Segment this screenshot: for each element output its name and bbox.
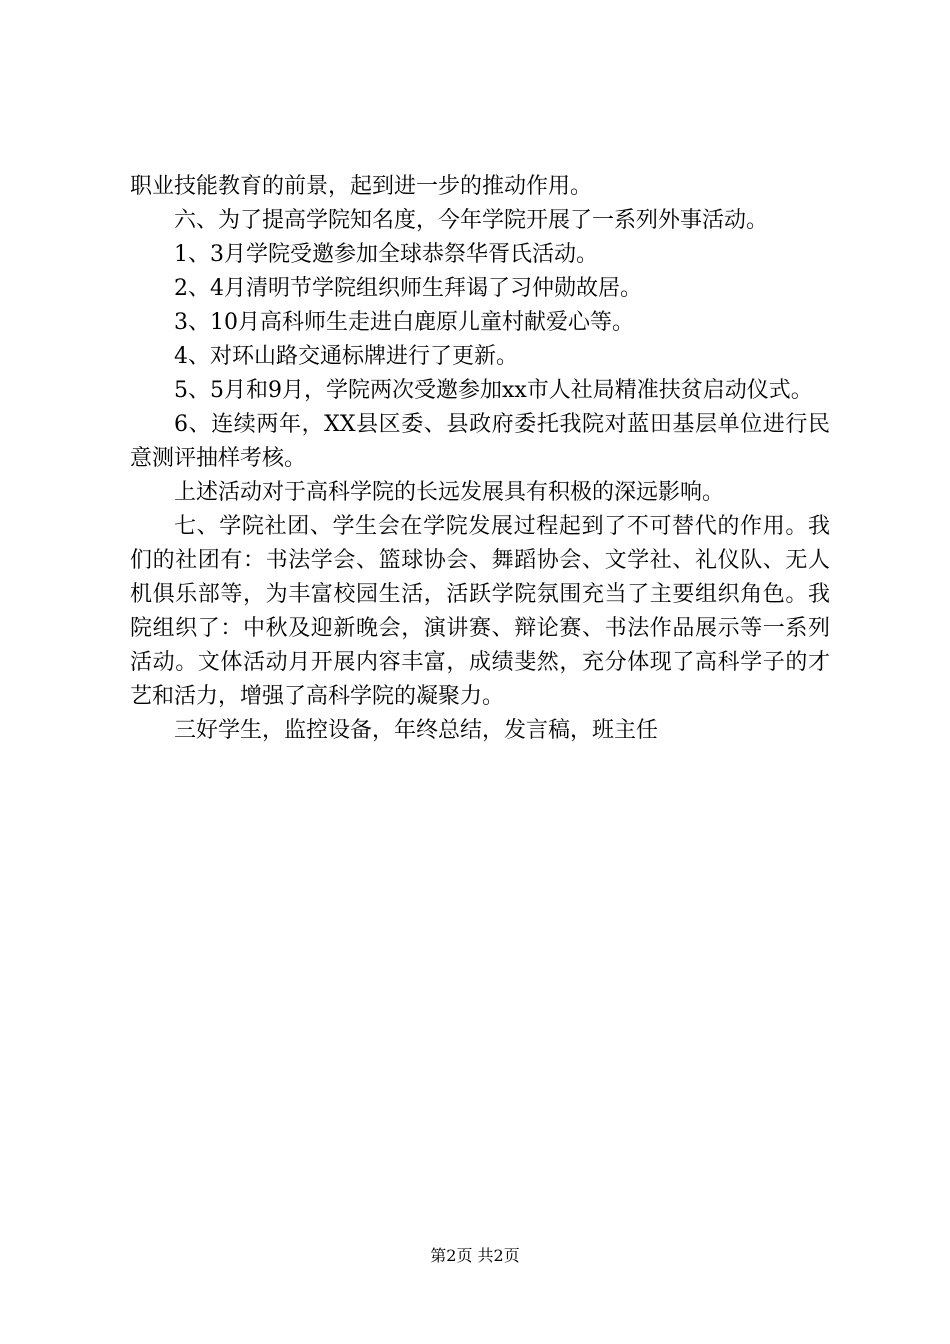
paragraph-5: 3、10月高科师生走进白鹿原儿童村献爱心等。	[174, 310, 634, 335]
paragraph-10: 七、学院社团、学生会在学院发展过程起到了不可替代的作用。我们的社团有：书法学会、篮球协会、舞蹈协会、文学社、礼仪队、无人机俱乐部等，为丰富校园生活，活跃学院氛围充当了主要组织角色。我院组织了：中秋及迎新晚会，演讲赛、辩论赛、书法作品展示等一系列活动。文体活动月开展内容丰富，成绩斐然，充分体现了高科学子的才艺和活力，增强了高科学院的凝聚力。	[130, 514, 830, 709]
paragraph-1: 职业技能教育的前景，起到进一步的推动作用。	[130, 174, 593, 199]
paragraph-11: 三好学生，监控设备，年终总结，发言稿，班主任	[174, 718, 659, 743]
paragraph-8: 6、连续两年，XX县区委、县政府委托我院对蓝田基层单位进行民意测评抽样考核。	[130, 412, 830, 471]
page-number: 第2页 共2页	[430, 1246, 520, 1265]
document-body	[130, 170, 830, 748]
paragraph-6: 4、对环山路交通标牌进行了更新。	[174, 344, 518, 369]
paragraph-9: 上述活动对于高科学院的长远发展具有积极的深远影响。	[174, 480, 725, 505]
paragraph-7: 5、5月和9月，学院两次受邀参加xx市人社局精准扶贫启动仪式。	[174, 378, 813, 403]
page-footer	[0, 1244, 950, 1268]
paragraph-3: 1、3月学院受邀参加全球恭祭华胥氏活动。	[174, 242, 598, 267]
paragraph-2: 六、为了提高学院知名度，今年学院开展了一系列外事活动。	[174, 208, 769, 233]
paragraph-4: 2、4月清明节学院组织师生拜谒了习仲勋故居。	[174, 276, 642, 301]
